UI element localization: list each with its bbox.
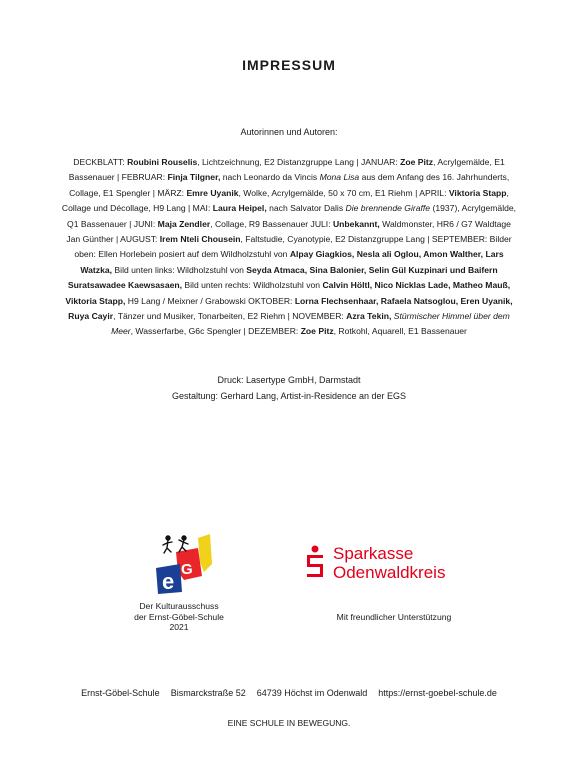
credit-name: Azra Tekin, [346, 311, 392, 322]
credit-name: Laura Heipel, [212, 203, 267, 214]
credits-text [60, 155, 518, 340]
footer-website-link[interactable]: https://ernst-goebel-schule.de [378, 688, 497, 698]
credit-text: (1937), Acrylgemälde, Q1 Bassenauer | JUNI: [67, 203, 517, 229]
footer-city: 64739 Höchst im Odenwald [256, 688, 368, 698]
footer-school-name: Ernst-Göbel-Schule [81, 688, 160, 698]
culture-caption-line: der Ernst-Göbel-Schule [134, 611, 224, 622]
credit-work-title: Mona Lisa [319, 172, 360, 183]
page-title: IMPRESSUM [242, 57, 336, 73]
credit-text: , Acrylgemälde, E1 Bassenauer | FEBRUAR: [68, 157, 505, 183]
credit-text: , Collage und Décollage, H9 Lang | MAI: [61, 187, 509, 214]
credit-text: , Wasserfarbe, G6c Spengler | DEZEMBER: [130, 326, 301, 337]
logo-g-letter: G [181, 561, 193, 578]
credit-text: , Faltstudie, Cyanotypie, E2 Distanzgruppe Lang | SEPTEMBER: Bilder oben: Ellen Horlebein posiert auf dem Wildholzstuhl von [74, 234, 512, 260]
credit-text: , Tänzer und Musiker, Tonarbeiten, E2 Riehm | NOVEMBER: [113, 311, 347, 322]
credit-text: , Collage, R9 Bassenauer JULI: [210, 218, 333, 229]
print-line: Druck: Lasertype GmbH, Darmstadt [217, 375, 361, 385]
sparkasse-s-icon [305, 545, 325, 581]
credit-name: Emre Uyanik [186, 187, 239, 198]
tagline: EINE SCHULE IN BEWEGUNG. [227, 718, 351, 728]
credit-name: Zoe Pitz [400, 157, 434, 167]
credit-text: nach Leonardo da Vincis [220, 172, 320, 183]
culture-caption-line: Der Kulturausschuss [139, 601, 219, 611]
credit-name: Zoe Pitz [300, 326, 334, 337]
credit-text: , Rotkohl, Aquarell, E1 Bassenauer [333, 326, 467, 337]
credit-text: Bild unten rechts: Wildholzstuhl von [182, 280, 323, 291]
credit-name: Viktoria Stapp [448, 187, 507, 198]
credit-name: Roubini Rouselis [127, 157, 198, 167]
credit-name: Lorna Flechsenhaar, Rafaela Natsoglou, Eren Uyanik, Ruya Cayir [68, 295, 513, 322]
credit-text: , Wolke, Acrylgemälde, 50 x 70 cm, E1 Riehm | APRIL: [238, 187, 449, 198]
culture-caption [100, 601, 258, 633]
sparkasse-line1: Sparkasse [333, 544, 414, 563]
credit-name: Alpay Giagkios, Nesla ali Oglou, Amon Walther, Lars Watzka, [80, 249, 504, 275]
support-caption: Mit freundlicher Unterstützung [336, 612, 452, 622]
design-line: Gestaltung: Gerhard Lang, Artist-in-Residence an der EGS [171, 391, 407, 401]
credit-text: DECKBLATT: [73, 157, 128, 167]
credit-name: Calvin Höltl, Nico Nicklas Lade, Matheo Mauß, Viktoria Stapp, [65, 280, 511, 306]
kulturausschuss-logo [154, 532, 216, 596]
credit-text: aus dem Anfang des 16. Jahrhunderts, Collage, E1 Spengler | MÄRZ: [69, 172, 510, 198]
sparkasse-logo [305, 542, 505, 592]
logo-figures-icon [163, 536, 188, 553]
credit-work-title: Stürmischer Himmel über dem Meer [111, 311, 510, 337]
print-info [0, 372, 578, 404]
credit-text: Bild unten links: Wildholzstuhl von [112, 264, 247, 275]
credit-text: nach Salvator Dalis [266, 203, 346, 214]
footer-street: Bismarckstraße 52 [170, 688, 246, 698]
culture-caption-line: 2021 [169, 622, 189, 632]
credit-name: Maja Zendler [157, 218, 211, 229]
credit-text: Waldmonster, HR6 / G7 Waldtage Jan Günther | AUGUST: [66, 218, 511, 245]
sparkasse-wordmark [333, 544, 445, 582]
footer [0, 688, 578, 698]
credit-work-title: Die brennende Giraffe [345, 203, 431, 214]
credit-name: Unbekannt, [332, 218, 380, 229]
credit-text: , Lichtzeichnung, E2 Distanzgruppe Lang | JANUAR: [197, 157, 401, 167]
credit-text: H9 Lang / Meixner / Grabowski OKTOBER: [125, 295, 295, 306]
credit-name: Irem Nteli Chousein [159, 234, 241, 245]
logo-e-letter: e [162, 569, 175, 594]
credit-name: Seyda Atmaca, Sina Balonier, Selin Gül Kuzpinari und Baifern Suratsawadee Kaewsasaen, [67, 264, 498, 291]
sparkasse-line2: Odenwaldkreis [333, 563, 446, 582]
credit-name: Finja Tilgner, [167, 172, 221, 183]
authors-heading: Autorinnen und Autoren: [240, 127, 338, 137]
